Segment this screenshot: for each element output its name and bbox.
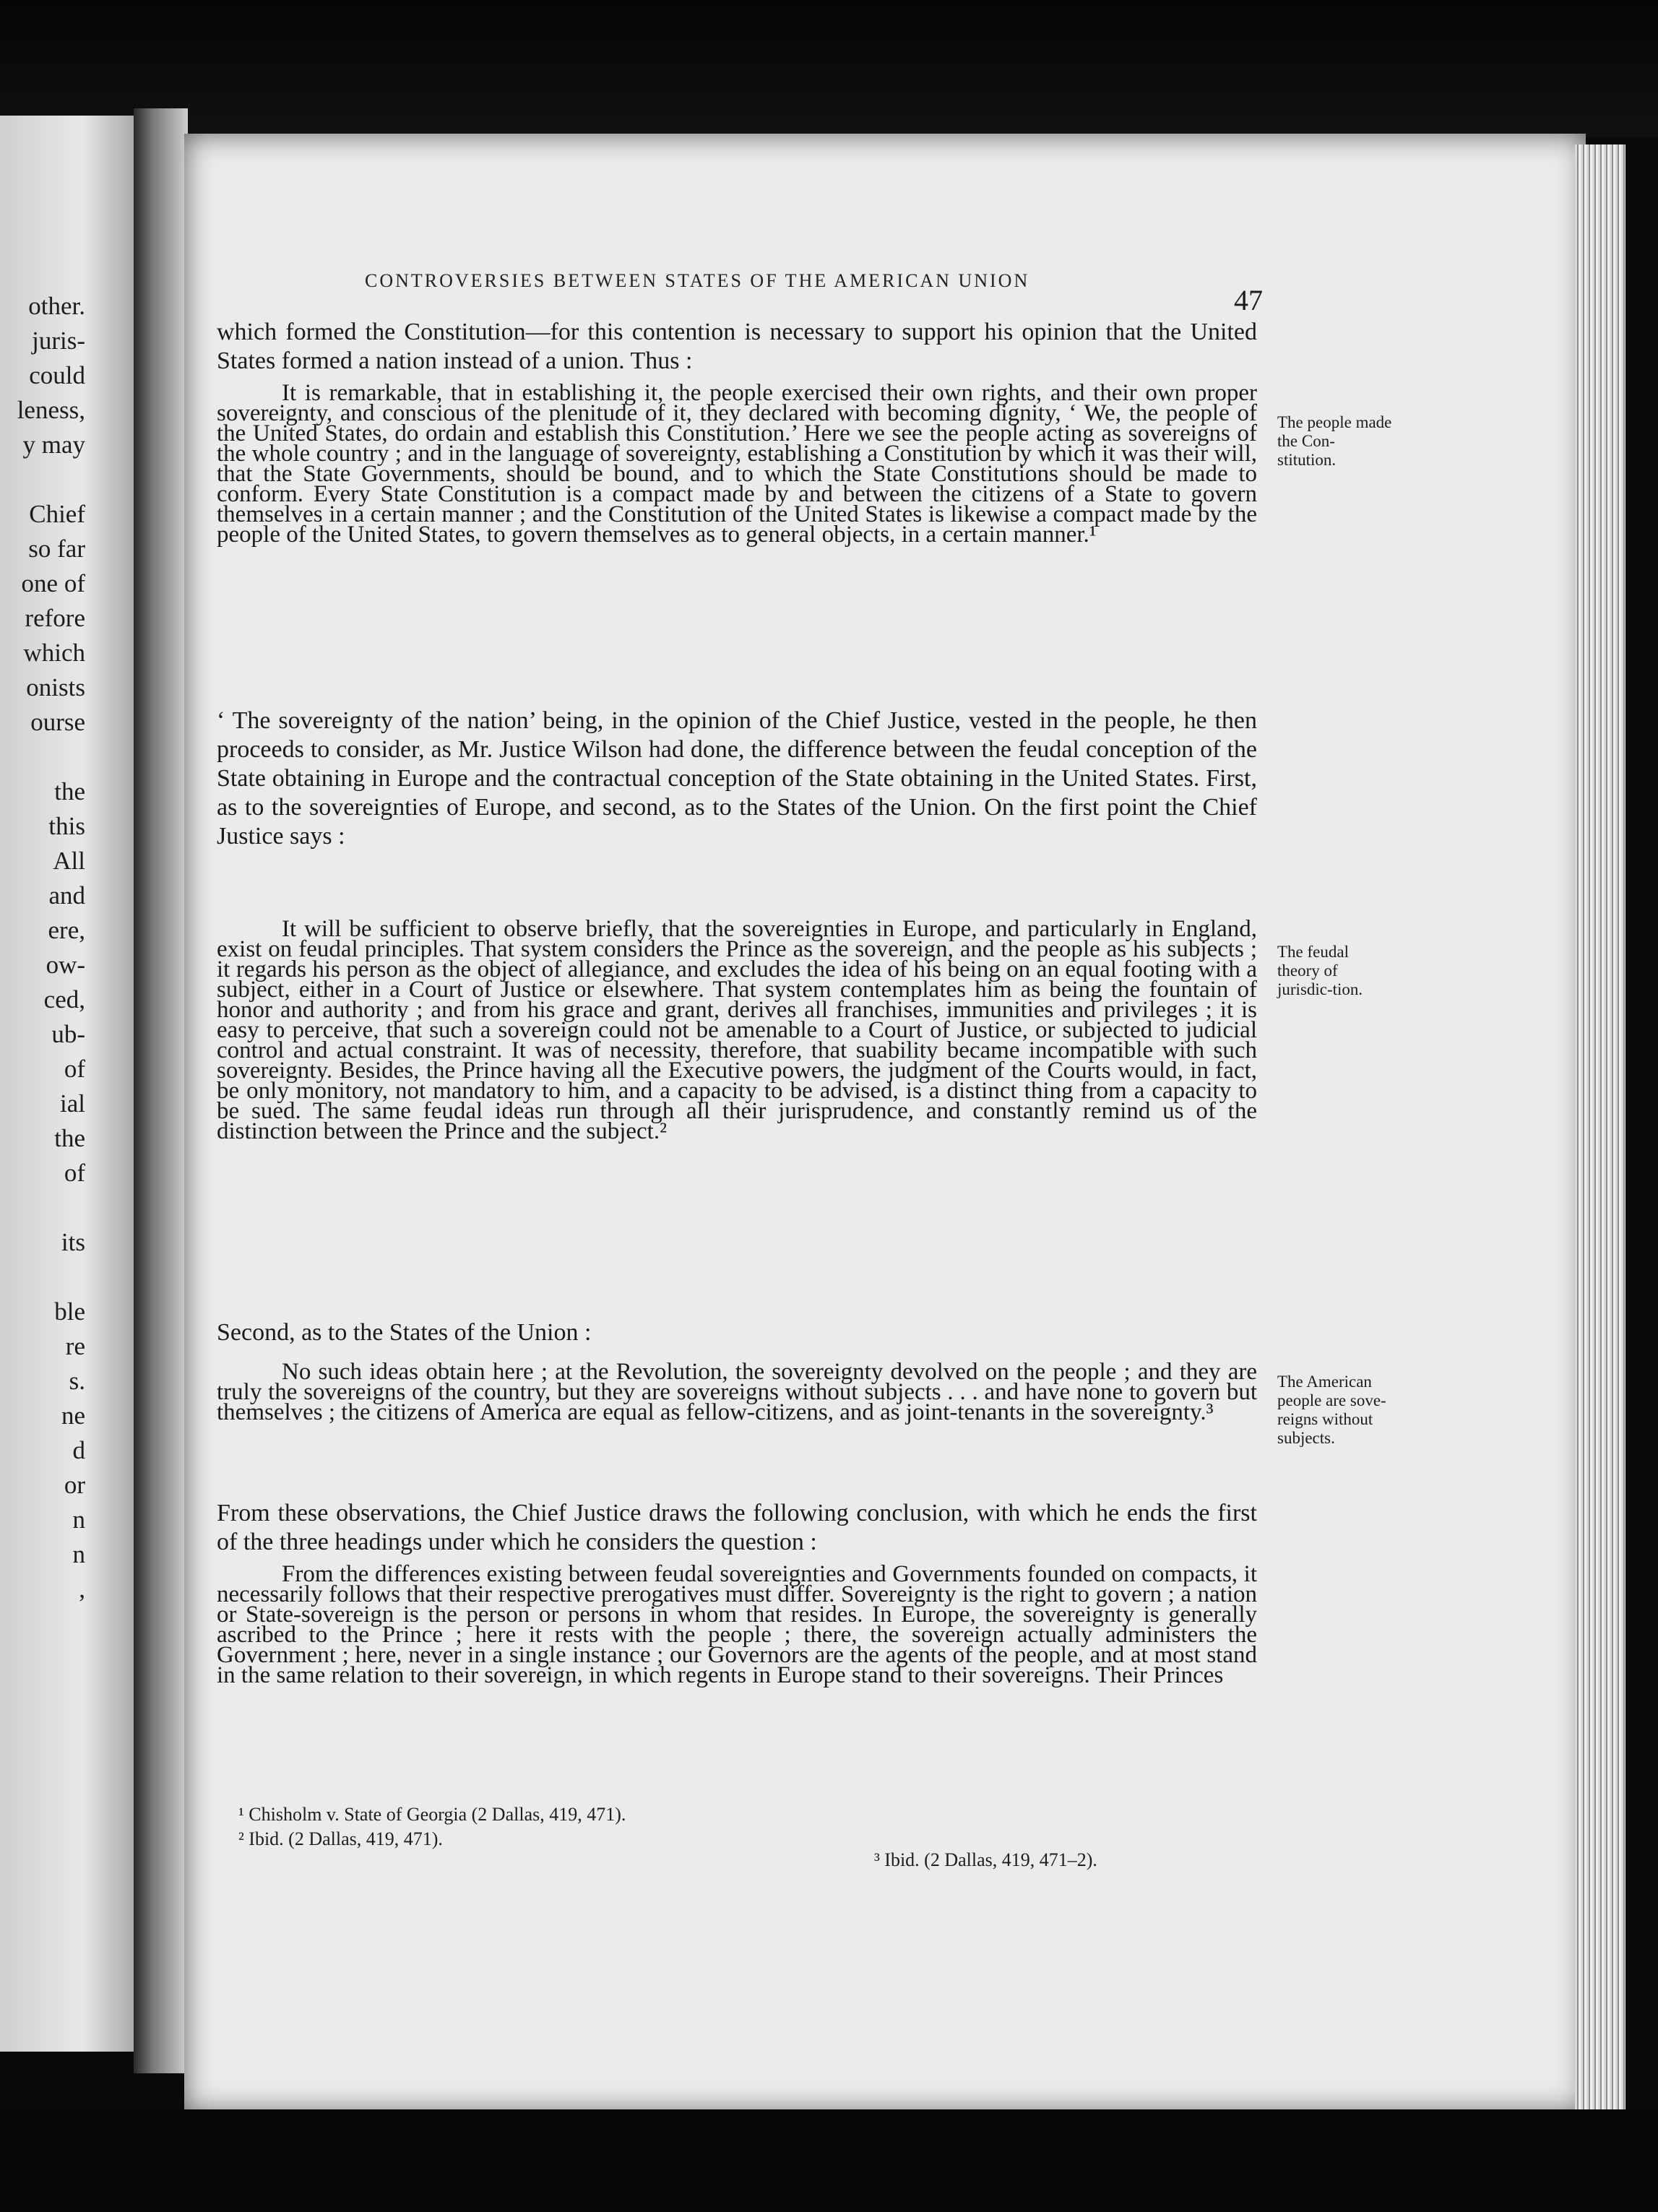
block-quote-3: No such ideas obtain here ; at the Revolution, the sovereignty devolved on the people ; and they are truly the sovereigns of the country, but they are sovereigns without subjects . . . and have none to govern but themselves ; the citizens of America are equal as fellow-citizens, and as joint-tenants in the sovereignty.³ <box>217 1359 1257 1425</box>
footnote-1: ¹ Chisholm v. State of Georgia (2 Dallas, 419, 471). <box>238 1804 626 1825</box>
left-page-fragment: y may <box>22 431 85 459</box>
left-page-fragment: refore <box>25 604 85 632</box>
left-page-fragment: of <box>64 1159 85 1187</box>
paragraph-4: From these observations, the Chief Justice draws the following conclusion, with which he ends the first of the three headings under which he considers the question : <box>217 1500 1257 1555</box>
left-page-fragment: n <box>72 1505 85 1534</box>
block-quote-1: It is remarkable, that in establishing it, the people exercised their own rights, and their own proper sovereignty, and conscious of the plenitude of it, they declared with becoming dignity, ‘ We, the people of the United States, do ordain and establish this Constitution.’ Here we see the people acting as sovereigns of the whole country ; and in the language of sovereignty, establishing a Constitution by which it was their will, that the State Governments, should be bound, and to which the State Constitutions should be made to conform. Every State Constitution is a compact made by and between the citizens of a State to govern themselves in a certain manner ; and the Constitution of the United States is likewise a compact made by the people of the United States, to govern themselves as to general objects, in a certain manner.¹ <box>217 380 1257 548</box>
page-edges <box>1575 144 1625 2109</box>
left-page-fragment <box>0 1260 85 1295</box>
paragraph-1: which formed the Constitution—for this contention is necessary to support his opinion that the United States formed a nation instead of a union. Thus : <box>217 319 1257 374</box>
left-page-fragment: ub- <box>51 1020 85 1048</box>
paragraph-3: Second, as to the States of the Union : <box>217 1319 592 1346</box>
left-page-fragment <box>0 740 85 774</box>
paragraph-1-block <box>217 318 1257 376</box>
left-page-fragment: and <box>48 881 85 910</box>
margin-note-people-made-constitution: The people made the Con-stitution. <box>1277 413 1392 469</box>
quote-4-block <box>217 1561 1257 1688</box>
left-page-fragment: ced, <box>43 985 85 1014</box>
paragraph-3-block <box>217 1318 1257 1347</box>
paragraph-2-block <box>217 707 1257 851</box>
left-page-fragment: leness, <box>17 396 85 424</box>
running-head: CONTROVERSIES BETWEEN STATES OF THE AMERICAN UNION <box>365 270 1030 291</box>
page-number: 47 <box>1234 284 1263 316</box>
left-page-fragment: this <box>48 812 85 840</box>
footnote-3: ³ Ibid. (2 Dallas, 419, 471–2). <box>874 1849 1097 1870</box>
left-page-fragment: s. <box>69 1367 85 1395</box>
left-page-fragment: ble <box>54 1297 85 1326</box>
left-page-fragment: ere, <box>48 916 85 944</box>
left-page-fragment <box>0 1191 85 1225</box>
paragraph-2: ‘ The sovereignty of the nation’ being, in the opinion of the Chief Justice, vested in the people, he then proceeds to consider, as Mr. Justice Wilson had done, the difference between the feudal conception of the State obtaining in Europe and the contractual conception of the State obtaining in the United States. First, as to the sovereignties of Europe, and second, as to the States of the Union. On the first point the Chief Justice says : <box>217 707 1257 850</box>
quote-3-block <box>217 1359 1257 1425</box>
footnote-2: ² Ibid. (2 Dallas, 419, 471). <box>238 1828 443 1849</box>
left-page-fragment: which <box>23 639 85 667</box>
book-gutter <box>134 108 188 2073</box>
block-quote-2: It will be sufficient to observe briefly, that the sovereignties in Europe, and particularly in England, exist on feudal principles. That system considers the Prince as the sovereign, and the people as his subjects ; it regards his person as the object of allegiance, and excludes the idea of his being on an equal footing with a subject, either in a Court of Justice or elsewhere. That system contemplates him as being the fountain of honor and authority ; and from his grace and grant, derives all franchises, immunities and privileges ; it is easy to perceive, that such a sovereign could not be amenable to a Court of Justice, or subjected to judicial control and actual constraint. It was of necessity, therefore, that suability became incompatible with such sovereignty. Besides, the Prince having all the Executive powers, the judgment of the Courts would, in fact, be only monitory, not mandatory to him, and a capacity to be advised, is a distinct thing from a capacity to be sued. The same feudal ideas run through all their jurisprudence, and constantly remind us of the distinction between the Prince and the subject.² <box>217 916 1257 1144</box>
left-page-fragment <box>0 1607 85 1641</box>
left-page-fragment: onists <box>26 673 85 701</box>
left-page-fragment: n <box>72 1540 85 1568</box>
left-page-fragment: ourse <box>30 708 85 736</box>
left-page-fragment: the <box>54 777 85 805</box>
left-page-fragment: its <box>61 1228 85 1256</box>
block-quote-4: From the differences existing between feudal sovereignties and Governments founded on compacts, it necessarily follows that their respective prerogatives must differ. Sovereignty is the right to govern ; a nation or State-sovereign is the person or persons in whom that resides. In Europe, the sovereignty is generally ascribed to the Prince ; here it rests with the people ; there, the sovereign actually administers the Government ; here, never in a single instance ; our Governors are the agents of the people, and at most stand in the same relation to their sovereign, in which regents in Europe stand to their sovereigns. Their Princes <box>217 1561 1257 1688</box>
margin-note-feudal-theory: The feudal theory of jurisdic-tion. <box>1277 943 1363 998</box>
left-page-fragment: ial <box>60 1089 85 1118</box>
left-page-fragment: All <box>53 847 85 875</box>
left-page-fragment <box>0 462 85 497</box>
left-page-fragment: d <box>72 1436 85 1464</box>
left-page-fragment: the <box>54 1124 85 1152</box>
left-page-fragment: could <box>29 361 85 389</box>
left-page-fragment: juris- <box>32 327 85 355</box>
quote-2-block <box>217 916 1257 1144</box>
left-page-text-fragments <box>0 289 85 1641</box>
dark-background-bottom <box>0 2109 1658 2212</box>
left-page-fragment: ow- <box>46 951 85 979</box>
left-page-fragment: one of <box>21 569 85 597</box>
paragraph-4-block <box>217 1499 1257 1557</box>
left-page-fragment: ne <box>61 1401 85 1430</box>
left-page-fragment: or <box>64 1471 85 1499</box>
dark-background-top <box>0 0 1658 137</box>
quote-1-block <box>217 380 1257 548</box>
left-page-fragment: other. <box>28 292 85 320</box>
left-page-fragment: of <box>64 1055 85 1083</box>
footnotes <box>238 1802 1250 1852</box>
left-page-fragment: re <box>65 1332 85 1360</box>
margin-note-american-people: The American people are sove-reigns without subjects. <box>1277 1373 1386 1447</box>
left-page-fragment: so far <box>28 535 85 563</box>
left-page-fragment: Chief <box>29 500 85 528</box>
left-page-fragment: , <box>79 1575 85 1603</box>
